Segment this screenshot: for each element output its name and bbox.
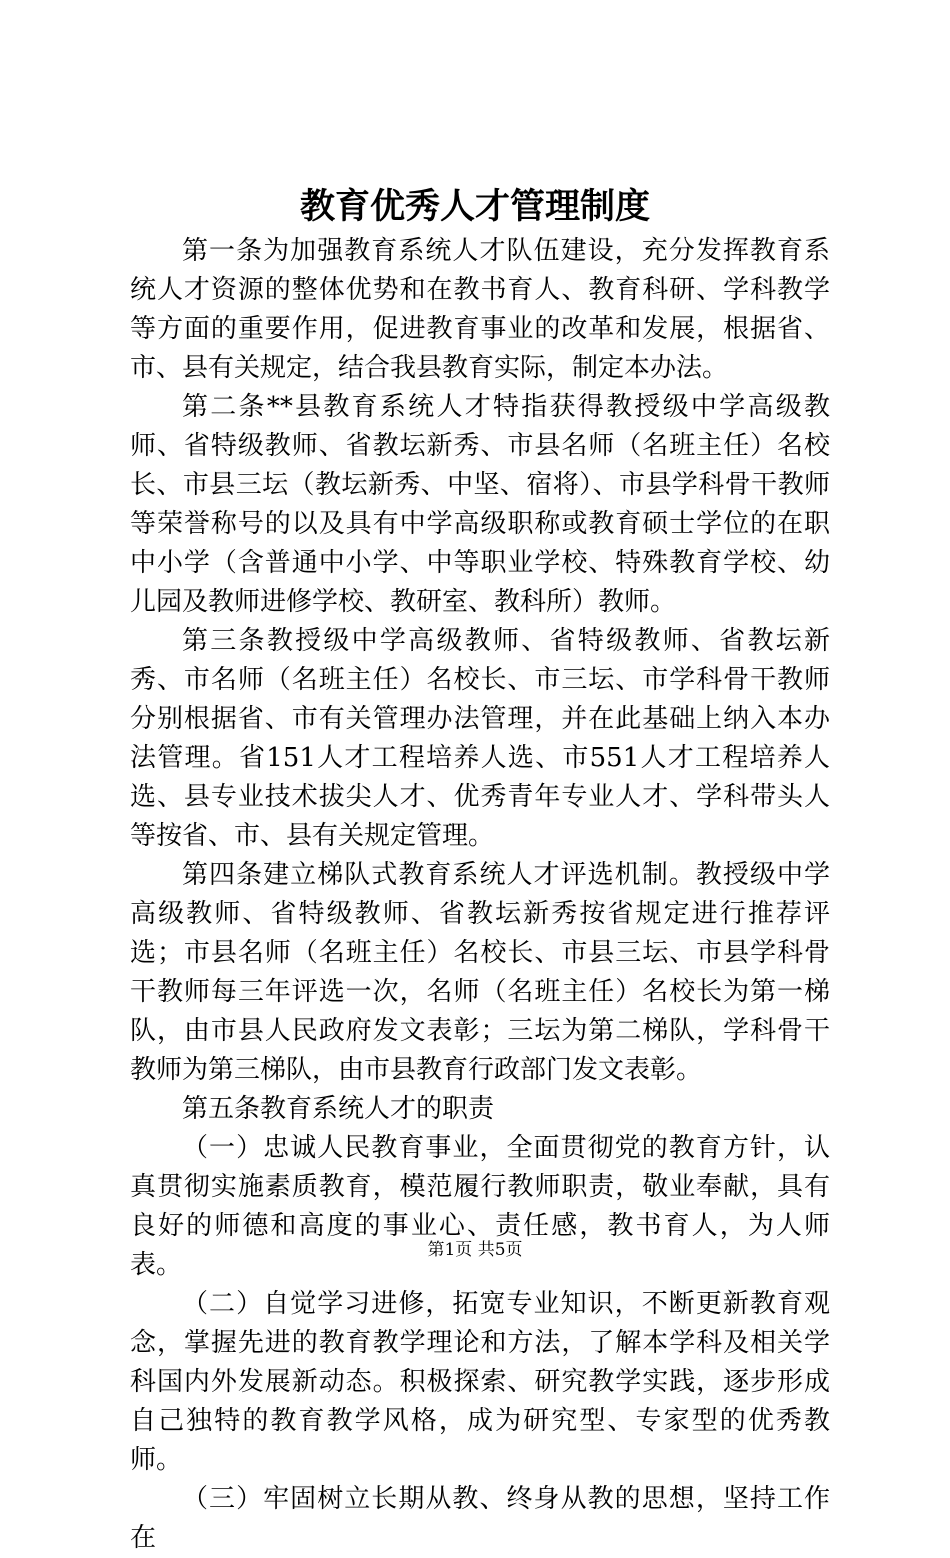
paragraph-article-1: 第一条为加强教育系统人才队伍建设，充分发挥教育系统人才资源的整体优势和在教书育人、教育科研、学科教学等方面的重要作用，促进教育事业的改革和发展，根据省、市、县有关规定，结合我县教育实际，制定本办法。 [130,236,830,383]
paragraph-article-3: 第三条教授级中学高级教师、省特级教师、省教坛新秀、市名师（名班主任）名校长、市三坛、市学科骨干教师分别根据省、市有关管理办法管理，并在此基础上纳入本办法管理。省151人才工程培养人选、市551人才工程培养人选、县专业技术拔尖人才、优秀青年专业人才、学科带头人等按省、市、县有关规定管理。 [130,626,830,851]
paragraph-duty-1: （一）忠诚人民教育事业，全面贯彻党的教育方针，认真贯彻实施素质教育，模范履行教师职责，敬业奉献，具有良好的师德和高度的事业心、责任感，教书育人，为人师表。 [130,1133,830,1280]
paragraph-duty-3: （三）牢固树立长期从教、终身从教的思想，坚持工作在 [130,1484,830,1553]
paragraph-article-2: 第二条**县教育系统人才特指获得教授级中学高级教师、省特级教师、省教坛新秀、市县名师（名班主任）名校长、市县三坛（教坛新秀、中坚、宿将）、市县学科骨干教师等荣誉称号的以及具有中学高级职称或教育硕士学位的在职中小学（含普通中小学、中等职业学校、特殊教育学校、幼儿园及教师进修学校、教研室、教科所）教师。 [130,392,830,617]
paragraph-article-5: 第五条教育系统人才的职责 [182,1094,495,1124]
document-body [130,232,830,1558]
page-footer: 第1页 共5页 [427,1240,523,1260]
paragraph-article-4: 第四条建立梯队式教育系统人才评选机制。教授级中学高级教师、省特级教师、省教坛新秀按省规定进行推荐评选；市县名师（名班主任）名校长、市县三坛、市县学科骨干教师每三年评选一次，名师（名班主任）名校长为第一梯队，由市县人民政府发文表彰；三坛为第二梯队，学科骨干教师为第三梯队，由市县教育行政部门发文表彰。 [130,860,830,1085]
paragraph-duty-2: （二）自觉学习进修，拓宽专业知识，不断更新教育观念，掌握先进的教育教学理论和方法，了解本学科及相关学科国内外发展新动态。积极探索、研究教学实践，逐步形成自己独特的教育教学风格，成为研究型、专家型的优秀教师。 [130,1289,830,1475]
document-title: 教育优秀人才管理制度 [299,187,650,227]
